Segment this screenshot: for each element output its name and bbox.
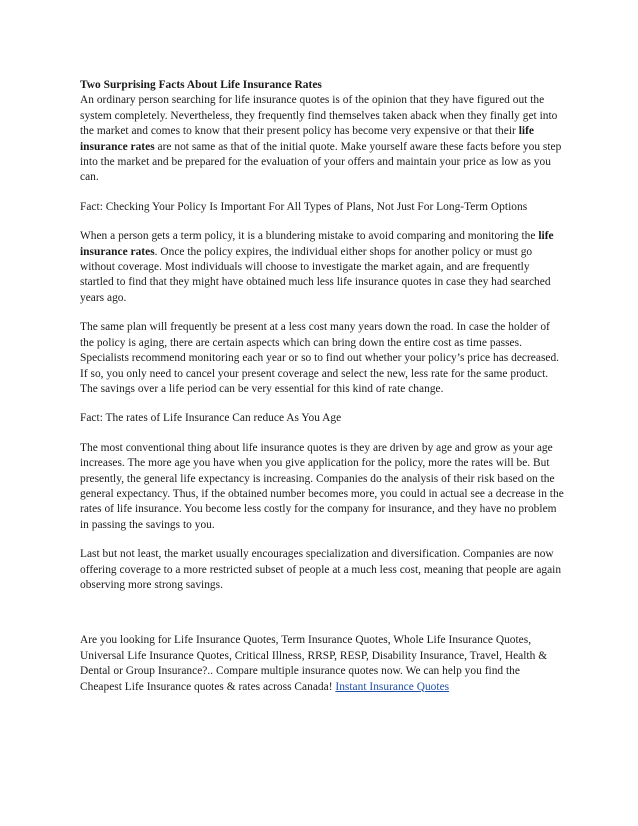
section-spacer [80,607,564,633]
fact1-text-1: When a person gets a term policy, it is a blundering mistake to avoid comparing and monitoring the [80,230,539,243]
closing-paragraph [80,633,564,695]
closing-text: Are you looking for Life Insurance Quotes, Term Insurance Quotes, Whole Life Insurance Quotes, Universal Life Insurance Quotes, Critical Illness, RRSP, RESP, Disability Insurance, Travel, Health & Dental or Group Insurance?.. Compare multiple insurance quotes now. We can help you find the Cheapest Life Insurance quotes & rates across Canada! [80,634,548,693]
fact1-paragraph-1 [80,229,564,306]
intro-paragraph [80,93,564,185]
intro-bold-term: life insurance rates [80,125,534,153]
document-title: Two Surprising Facts About Life Insurance Rates [80,79,322,91]
fact2-paragraph-2: Last but not least, the market usually encourages specialization and diversification. Companies are now offering coverage to a more restricted subset of people at a much less cost, meaning that people are again observing more strong savings. [80,548,562,591]
instant-insurance-quotes-link[interactable]: Instant Insurance Quotes [335,680,450,693]
fact2-paragraph-1: The most conventional thing about life insurance quotes is they are driven by age and grow as your age increases. The more age you have when you give application for the policy, more the rates will be. But presently, the general life expectancy is increasing. Companies do the analysis of their risk based on the general expectancy. Thus, if the obtained number becomes more, you could in actual see a decrease in the rates of life insurance. You become less costly for the company for insurance, and they have no problem in passing the savings to you. [80,441,564,531]
fact1-bold-term: life insurance rates [80,230,554,258]
fact1-text-2: . Once the policy expires, the individual either shops for another policy or must go without coverage. Most individuals will choose to investigate the market again, and are frequently startled to find that they might have obtained much less life insurance quotes in case they had searched years ago. [80,245,551,304]
fact2-heading: Fact: The rates of Life Insurance Can reduce As You Age [80,412,342,425]
fact1-heading: Fact: Checking Your Policy Is Important For All Types of Plans, Not Just For Long-Term Options [80,200,528,213]
intro-text-2: are not same as that of the initial quote. Make yourself aware these facts before you step into the market and be prepared for the evaluation of your offers and maintain your price as low as you can. [80,140,562,184]
intro-text-1: An ordinary person searching for life insurance quotes is of the opinion that they have figured out the system completely. Nevertheless, they frequently find themselves taken aback when they finally get into the market and comes to know that their present policy has become very expensive or that their [80,94,558,138]
fact1-paragraph-2: The same plan will frequently be present at a less cost many years down the road. In case the holder of the policy is aging, there are certain aspects which can bring down the entire cost as time passes. Specialists recommend monitoring each year or so to find out whether your policy’s price has decreased. If so, you only need to cancel your present coverage and select the new, less rate for the same product. The savings over a life period can be very essential for this kind of rate change. [80,321,560,395]
document-page [80,78,564,709]
